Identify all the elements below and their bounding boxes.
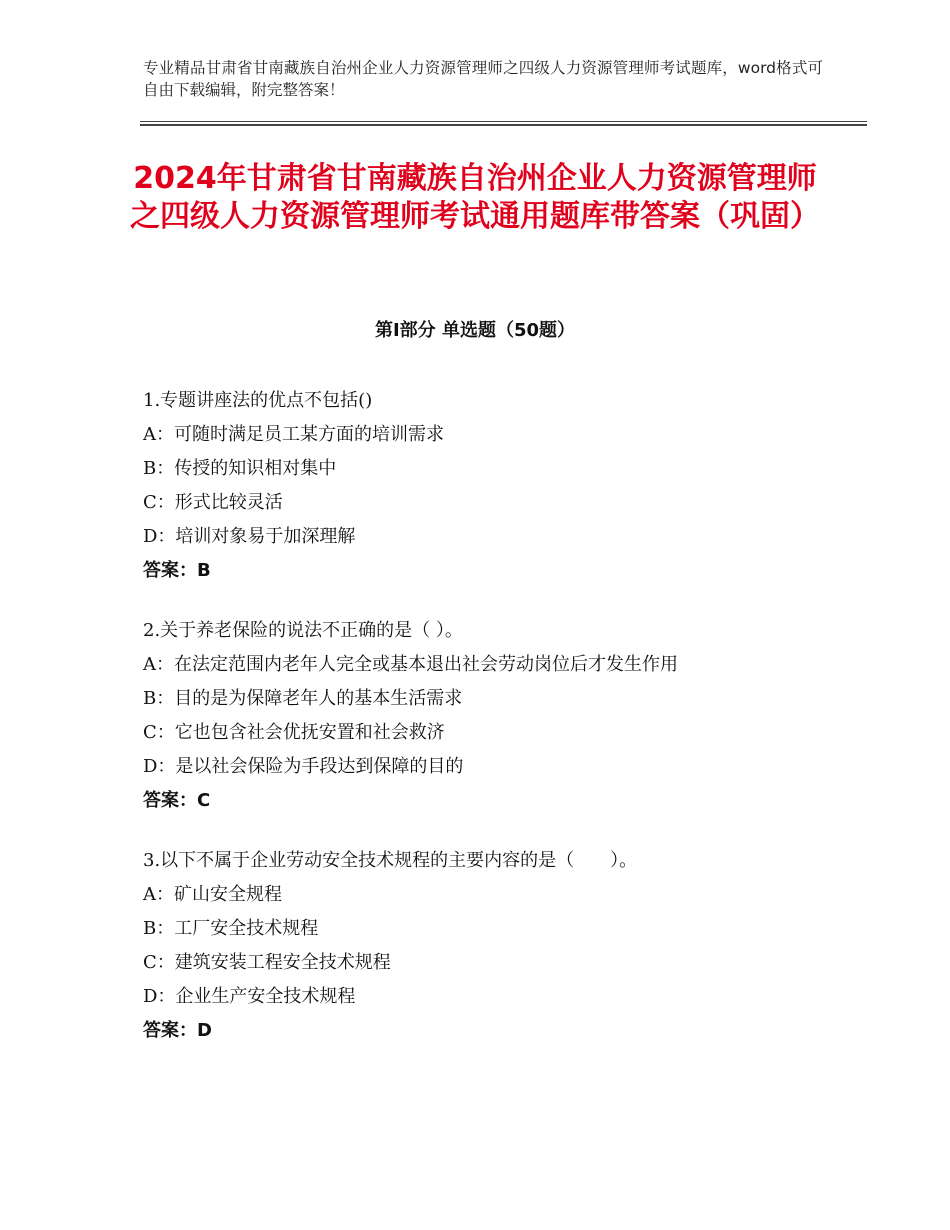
answer: 答案：B [143,560,211,581]
option-a: A：在法定范围内老年人完全或基本退出社会劳动岗位后才发生作用 [143,654,678,675]
question-1 [143,384,843,588]
document-title: 2024年甘肃省甘南藏族自治州企业人力资源管理师之四级人力资源管理师考试通用题库带答案（巩固） [130,161,820,234]
question-stem: 3.以下不属于企业劳动安全技术规程的主要内容的是（ ）。 [143,850,638,871]
question-list [143,384,843,1074]
answer: 答案：C [143,790,211,811]
answer: 答案：D [143,1020,212,1041]
option-c: C：建筑安装工程安全技术规程 [143,952,391,973]
option-b: B：传授的知识相对集中 [143,458,337,479]
question-3 [143,844,843,1048]
header-divider-thick [140,124,867,126]
option-d: D：企业生产安全技术规程 [143,986,356,1007]
option-c: C：它也包含社会优抚安置和社会救济 [143,722,445,743]
option-a: A：矿山安全规程 [143,884,282,905]
option-c: C：形式比较灵活 [143,492,283,513]
header-note: 专业精品甘肃省甘南藏族自治州企业人力资源管理师之四级人力资源管理师考试题库，word格式可自由下载编辑，附完整答案！ [143,59,823,99]
option-b: B：工厂安全技术规程 [143,918,319,939]
option-b: B：目的是为保障老年人的基本生活需求 [143,688,463,709]
question-stem: 1.专题讲座法的优点不包括() [143,390,373,411]
section-heading: 第Ⅰ部分 单选题（50题） [374,320,575,341]
header-divider-thin [140,121,867,122]
question-stem: 2.关于养老保险的说法不正确的是（ ）。 [143,620,463,641]
option-d: D：是以社会保险为手段达到保障的目的 [143,756,464,777]
option-d: D：培训对象易于加深理解 [143,526,356,547]
question-2 [143,614,843,818]
option-a: A：可随时满足员工某方面的培训需求 [143,424,444,445]
